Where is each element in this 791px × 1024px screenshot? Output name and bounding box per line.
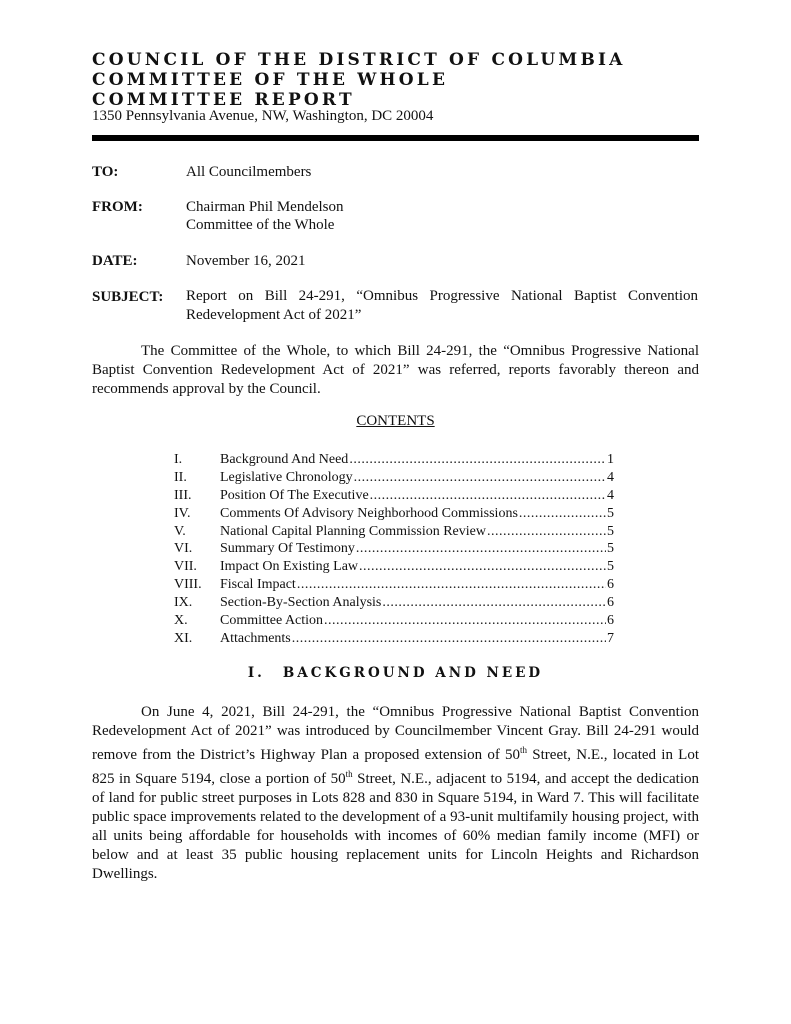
toc-page: 6 [607, 577, 614, 593]
toc-number: I. [174, 452, 183, 467]
toc-leader [519, 505, 606, 523]
contents-heading [0, 412, 791, 430]
toc-page: 5 [607, 505, 614, 521]
subject-value: Report on Bill 24-291, “Omnibus Progressive National Baptist Convention Redevelopment Act of 2021” [186, 288, 698, 323]
toc-number: X. [174, 613, 188, 629]
toc-page: 6 [607, 595, 614, 611]
toc-entry[interactable] [174, 558, 614, 576]
toc-page: 5 [607, 523, 614, 539]
toc-title: Committee Action [220, 613, 324, 629]
toc-title: Background And Need [220, 452, 349, 467]
subject-label: SUBJECT: [92, 289, 164, 305]
toc-leader [297, 576, 606, 594]
toc-number: VII. [174, 559, 197, 575]
from-name: Chairman Phil Mendelson [186, 199, 344, 215]
toc-title: Legislative Chronology [220, 469, 353, 485]
section-number: I. [247, 665, 265, 681]
contents-heading-text: CONTENTS [356, 413, 435, 429]
toc-entry[interactable] [174, 505, 614, 523]
council-title: COUNCIL OF THE DISTRICT OF COLUMBIA [92, 50, 626, 70]
toc-number: IV. [174, 505, 191, 521]
from-label: FROM: [92, 199, 143, 215]
toc-page: 4 [607, 469, 614, 485]
toc-page: 5 [607, 559, 614, 575]
toc-entry[interactable] [174, 594, 614, 612]
toc-number: XI. [174, 630, 193, 646]
toc-number: VIII. [174, 577, 202, 593]
toc-entry[interactable] [174, 630, 614, 648]
to-value: All Councilmembers [186, 164, 312, 180]
section-title: BACKGROUND AND NEED [282, 665, 544, 681]
toc-number: VI. [174, 541, 193, 557]
toc-entry[interactable] [174, 523, 614, 541]
toc-leader [382, 594, 606, 612]
toc-entry[interactable] [174, 612, 614, 630]
toc-entry[interactable] [174, 540, 614, 558]
toc-page: 6 [607, 613, 614, 629]
toc-title: National Capital Planning Commission Review [220, 523, 486, 539]
toc-title: Section-By-Section Analysis [220, 595, 382, 611]
report-title: COMMITTEE REPORT [92, 90, 355, 110]
toc-page: 5 [607, 541, 614, 557]
toc-number: IX. [174, 595, 193, 611]
toc-entry[interactable] [174, 451, 614, 469]
toc-title: Attachments [220, 630, 291, 646]
toc-number: II. [174, 469, 187, 485]
toc-page: 1 [607, 452, 614, 467]
intro-paragraph: The Committee of the Whole, to which Bill 24-291, the “Omnibus Progressive National Baptist Convention Redevelopment Act of 2021” was referred, reports favorably thereon and recommends approval by the Council. [92, 343, 699, 397]
toc-title: Position Of The Executive [220, 487, 369, 503]
date-label: DATE: [92, 253, 138, 269]
toc-leader [487, 523, 606, 541]
toc-number: V. [174, 523, 186, 539]
toc-title: Fiscal Impact [220, 577, 296, 593]
background-paragraph: On June 4, 2021, Bill 24-291, the “Omnibus Progressive National Baptist Convention Redevelopment Act of 2021” was introduced by Councilmember Vincent Gray. Bill 24-291 would remove from the District’s Highway Plan a proposed extension of 50th Street, N.E., located in Lot 825 in Square 5194, close a portion of 50th Street, N.E., adjacent to 5194, and accept the dedication of land for public street purposes in Lots 828 and 830 in Square 5194, in Ward 7. This will facilitate public space improvements related to the development of a 93-unit multifamily housing project, with all units being affordable for households with incomes of 60% median family income (MFI) or below and at least 35 public housing replacement units for Lincoln Heights and Richardson Dwellings. [92, 704, 700, 882]
section-heading [0, 664, 791, 682]
toc-leader [349, 451, 606, 469]
committee-title: COMMITTEE OF THE WHOLE [92, 70, 449, 90]
toc-title: Comments Of Advisory Neighborhood Commissions [220, 505, 518, 521]
table-of-contents [174, 451, 614, 648]
toc-title: Summary Of Testimony [220, 541, 355, 557]
date-value: November 16, 2021 [186, 253, 306, 269]
toc-entry[interactable] [174, 469, 614, 487]
toc-leader [359, 558, 606, 576]
from-committee: Committee of the Whole [186, 217, 335, 233]
toc-title: Impact On Existing Law [220, 559, 359, 575]
council-address: 1350 Pennsylvania Avenue, NW, Washington, DC 20004 [92, 108, 434, 124]
toc-entry[interactable] [174, 487, 614, 505]
toc-entry[interactable] [174, 576, 614, 594]
toc-page: 4 [607, 487, 614, 503]
header-divider [92, 135, 699, 141]
toc-leader [324, 612, 606, 630]
toc-number: III. [174, 487, 192, 503]
toc-leader [370, 487, 606, 505]
toc-leader [292, 630, 606, 648]
toc-leader [356, 540, 606, 558]
toc-leader [354, 469, 606, 487]
toc-page: 7 [607, 630, 614, 646]
to-label: TO: [92, 164, 119, 180]
